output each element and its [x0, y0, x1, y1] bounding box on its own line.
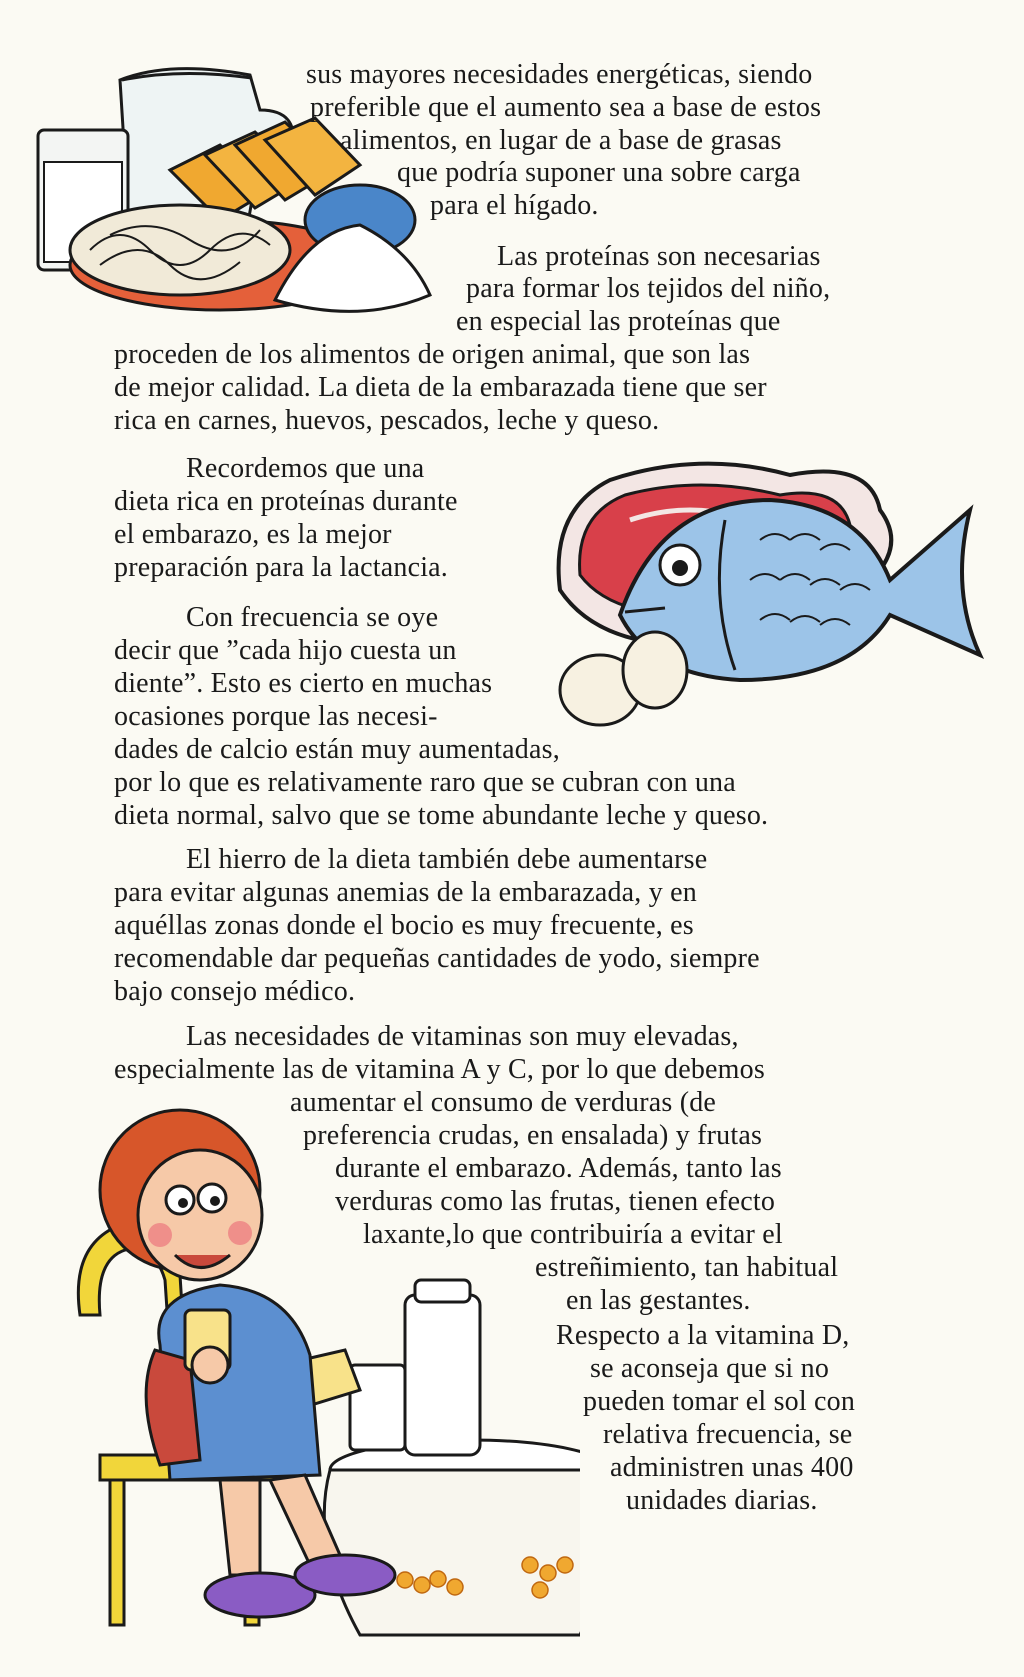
paragraph-line: relativa frecuencia, se — [603, 1419, 853, 1450]
paragraph-line: verduras como las frutas, tienen efecto — [335, 1186, 776, 1217]
paragraph-line: laxante,lo que contribuiría a evitar el — [363, 1219, 783, 1250]
paragraph-line: en especial las proteínas que — [456, 306, 781, 337]
paragraph-line: dieta normal, salvo que se tome abundante leche y queso. — [114, 800, 769, 831]
paragraph-line: que podría suponer una sobre carga — [397, 157, 801, 188]
paragraph-line: Las necesidades de vitaminas son muy elevadas, — [186, 1021, 739, 1052]
paragraph-line: administren unas 400 — [610, 1452, 854, 1483]
paragraph-line: durante el embarazo. Además, tanto las — [335, 1153, 782, 1184]
paragraph-line: aquéllas zonas donde el bocio es muy frecuente, es — [114, 910, 694, 941]
paragraph-line: estreñimiento, tan habitual — [535, 1252, 839, 1283]
paragraph-line: Respecto a la vitamina D, — [556, 1320, 850, 1351]
paragraph-line: ocasiones porque las necesi- — [114, 701, 438, 732]
paragraph-line: proceden de los alimentos de origen animal, que son las — [114, 339, 751, 370]
paragraph-line: alimentos, en lugar de a base de grasas — [340, 125, 782, 156]
paragraph-line: para formar los tejidos del niño, — [466, 273, 831, 304]
paragraph-line: Las proteínas son necesarias — [497, 241, 821, 272]
paragraph-line: de mejor calidad. La dieta de la embarazada tiene que ser — [114, 372, 767, 403]
paragraph-line: Recordemos que una — [186, 453, 425, 484]
paragraph-line: aumentar el consumo de verduras (de — [290, 1087, 717, 1118]
paragraph-line: decir que ”cada hijo cuesta un — [114, 635, 457, 666]
paragraph-line: bajo consejo médico. — [114, 976, 356, 1007]
paragraph-line: el embarazo, es la mejor — [114, 519, 392, 550]
paragraph-line: especialmente las de vitamina A y C, por lo que debemos — [114, 1054, 765, 1085]
paragraph-line: en las gestantes. — [566, 1285, 751, 1316]
paragraph-line: para el hígado. — [430, 190, 599, 221]
paragraph-line: para evitar algunas anemias de la embarazada, y en — [114, 877, 697, 908]
meat-fish-eggs-illustration — [540, 440, 1000, 740]
paragraph-line: preferible que el aumento sea a base de estos — [310, 92, 822, 123]
paragraph-line: recomendable dar pequeñas cantidades de yodo, siempre — [114, 943, 760, 974]
paragraph-line: se aconseja que si no — [590, 1353, 830, 1384]
paragraph-line: preparación para la lactancia. — [114, 552, 449, 583]
paragraph-line: preferencia crudas, en ensalada) y frutas — [303, 1120, 763, 1151]
paragraph-line: pueden tomar el sol con — [583, 1386, 856, 1417]
paragraph-line: diente”. Esto es cierto en muchas — [114, 668, 493, 699]
paragraph-line: sus mayores necesidades energéticas, siendo — [306, 59, 813, 90]
paragraph-line: El hierro de la dieta también debe aumentarse — [186, 844, 708, 875]
paragraph-line: por lo que es relativamente raro que se cubran con una — [114, 767, 736, 798]
paragraph-line: unidades diarias. — [626, 1485, 818, 1516]
paragraph-line: dieta rica en proteínas durante — [114, 486, 458, 517]
paragraph-line: Con frecuencia se oye — [186, 602, 439, 633]
paragraph-line: rica en carnes, huevos, pescados, leche y queso. — [114, 405, 660, 436]
paragraph-line: dades de calcio están muy aumentadas, — [114, 734, 560, 765]
